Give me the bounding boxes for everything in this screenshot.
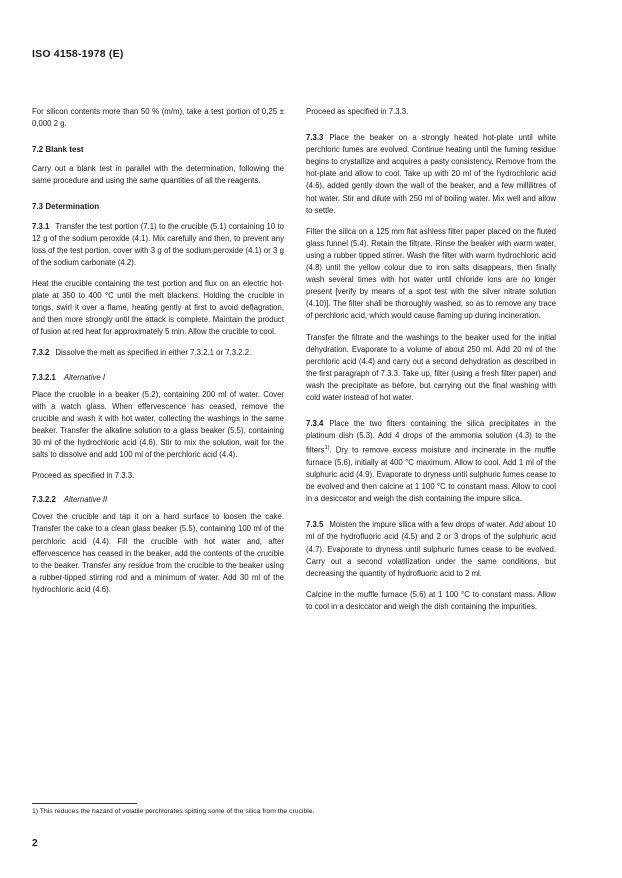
paragraph-7-2: Carry out a blank test in parallel with the determination, following the same procedure and using the same quantities of all the reagents. [32,164,284,186]
heading-7-3-2-1-number: 7.3.2.1 [32,372,56,382]
paragraph-7-3-4-text-continued: . Dry to remove excess moisture and incinerate in the muffle furnace (5.6), initially at 400 °C maximum. Allow to cool. Add 1 ml of the sulphuric acid (4.9). Evaporate to dryness until sulphuric fumes cease to be evolved and then calcine at 1 100 °C to constant mass. Allow to cool in a desiccator and weigh the dish containing the impure silica. [306,445,556,504]
paragraph-7-3-4-text: Place the two filters containing the silica precipitates in the platinum dish (5.3). Add 4 drops of the ammonia solution (4.3) to the filters [306,419,556,455]
section-number-7-3-3: 7.3.3 [306,133,324,143]
document-header: ISO 4158-1978 (E) [32,48,124,60]
footnote-divider [32,803,137,804]
paragraph-7-3-3-text: Place the beaker on a strongly heated hot-plate until white perchloric fumes are evolved. Continue heating until the fuming residue begins to crystallize and acquires a pasty consistency. Remove from the hot-plate and allow to cool. Take up with 20 ml of the hydrochloric acid (4.6), added gently down the wall of the beaker, and a few millilitres of hot water. Stir and dilute with 250 ml of boiling water. Mix well and allow to settle. [306,133,556,215]
paragraph-intro: For silicon contents more than 50 % (m/m), take a test portion of 0,25 ± 0,000 2 g. [32,107,284,129]
footnote: 1) This reduces the hazard of volatile perchlorates spitting some of the silica from the crucible. [32,808,315,815]
paragraph-7-3-3 [306,132,556,217]
page-number: 2 [32,838,38,849]
paragraph-7-3-5b: Calcine in the muffle furnace (5.6) at 1 100 °C to constant mass. Allow to cool in a desiccator and weigh the dish containing the impurities. [306,589,556,611]
paragraph-7-3-2-1b: Proceed as specified in 7.3.3. [32,471,135,481]
paragraph-7-3-2-2: Cover the crucible and tap it on a hard surface to loosen the cake. Transfer the cake to a clean glass beaker (5.5), containing 100 ml of the perchloric acid (4.4). Fill the crucible with hot water and, after effervescence has ceased in the beaker, add the contents of the crucible to the beaker. Transfer any residue from the crucible to the beaker using a rubber-tipped stirring rod and a minimum of water. Add 30 ml of the hydrochloric acid (4.6). [32,512,284,594]
paragraph-7-3-2-text: Dissolve the melt as specified in either 7.3.2.1 or 7.3.2.2. [55,348,252,358]
right-column [306,106,556,622]
section-number-7-3-5: 7.3.5 [306,520,324,530]
paragraph-7-3-2-1: Place the crucible in a beaker (5.2), containing 200 ml of water. Cover with a watch glass. When effervescence has ceased, remove the crucible and wash it with hot water, collecting the washings in the same beaker. Transfer the alkaline solution to a glass beaker (5.5), containing 30 ml of the hydrochloric acid (4.6). Stir to mix the solution, wait for the salts to dissolve and add 100 ml of the perchloric acid (4.4). [32,389,284,460]
heading-7-3-2-1 [32,372,284,384]
section-number-7-3-4: 7.3.4 [306,419,324,429]
heading-7-2: 7.2 Blank test [32,145,84,155]
section-number-7-3-2: 7.3.2 [32,348,50,358]
paragraph-proceed: Proceed as specified in 7.3.3. [306,107,409,116]
heading-7-3-2-1-title: Alternative I [63,372,106,382]
footnote-marker: 1) [324,445,330,452]
paragraph-7-3-5 [306,519,556,579]
heading-7-3-2-2 [32,494,284,506]
heading-7-3-2-2-title: Alternative II [63,495,108,505]
paragraph-7-3-2 [32,347,284,359]
heading-7-3-2-2-number: 7.3.2.2 [32,495,56,505]
paragraph-7-3-3b: Filter the silica on a 125 mm flat ashless filter paper placed on the fluted glass funnel (5.4). Retain the filtrate. Rinse the beaker with warm water, using a rubber tipped stirrer. Wash the filter with warm hydrochloric acid (4.8) until the yellow colour due to iron salts disappears, then finally wash several times with hot water until chloride ions are no longer present [verify by means of a spot test with the silver nitrate solution (4.10)]. The filter shall be thoroughly washed, so as to remove any trace of perchloric acid, which would cause flaming up during incineration. [306,226,556,321]
paragraph-7-3-1-text: Transfer the test portion (7.1) to the crucible (5.1) containing 10 to 12 g of the sodium peroxide (4.1). Mix carefully and then, to prevent any loss of the test portion, cover with 3 g of the sodium peroxide (4.1) or 3 g of the sodium carbonate (4.2). [32,221,284,267]
paragraph-7-3-1 [32,221,284,269]
heading-7-3: 7.3 Determination [32,202,100,212]
paragraph-7-3-3c: Transfer the filtrate and the washings to the beaker used for the initial dehydration. Evaporate to a volume of about 250 ml. Add 20 ml of the perchloric acid (4.4) and carry out a second dehydration as described in the first paragraph of 7.3.3. Take up, filter (using a fresh filter paper) and wash the precipitate as before, but carrying out the final washing with cold water instead of hot water. [306,332,556,402]
section-number-7-3-1: 7.3.1 [32,221,50,231]
left-column [32,106,284,605]
paragraph-7-3-4 [306,418,556,505]
paragraph-7-3-1b: Heat the crucible containing the test portion and flux on an electric hot-plate at 350 to 400 °C until the melt blackens. Holding the crucible in tongs, swirl it over a flame, heating gently at first to avoid deflagration, and then more strongly until the attack is complete. Maintain the product of fusion at red heat for approximately 5 min. Allow the crucible to cool. [32,278,284,337]
paragraph-7-3-5-text: Moisten the impure silica with a few drops of water. Add about 10 ml of the hydrofluoric acid (4.5) and 2 or 3 drops of the sulphuric acid (4.7). Evaporate to dryness until sulphuric fumes cease to be evolved. Carry out a second volatilization under the same conditions, but decreasing the quantity of hydrofluoric acid to 2 ml. [306,520,556,578]
